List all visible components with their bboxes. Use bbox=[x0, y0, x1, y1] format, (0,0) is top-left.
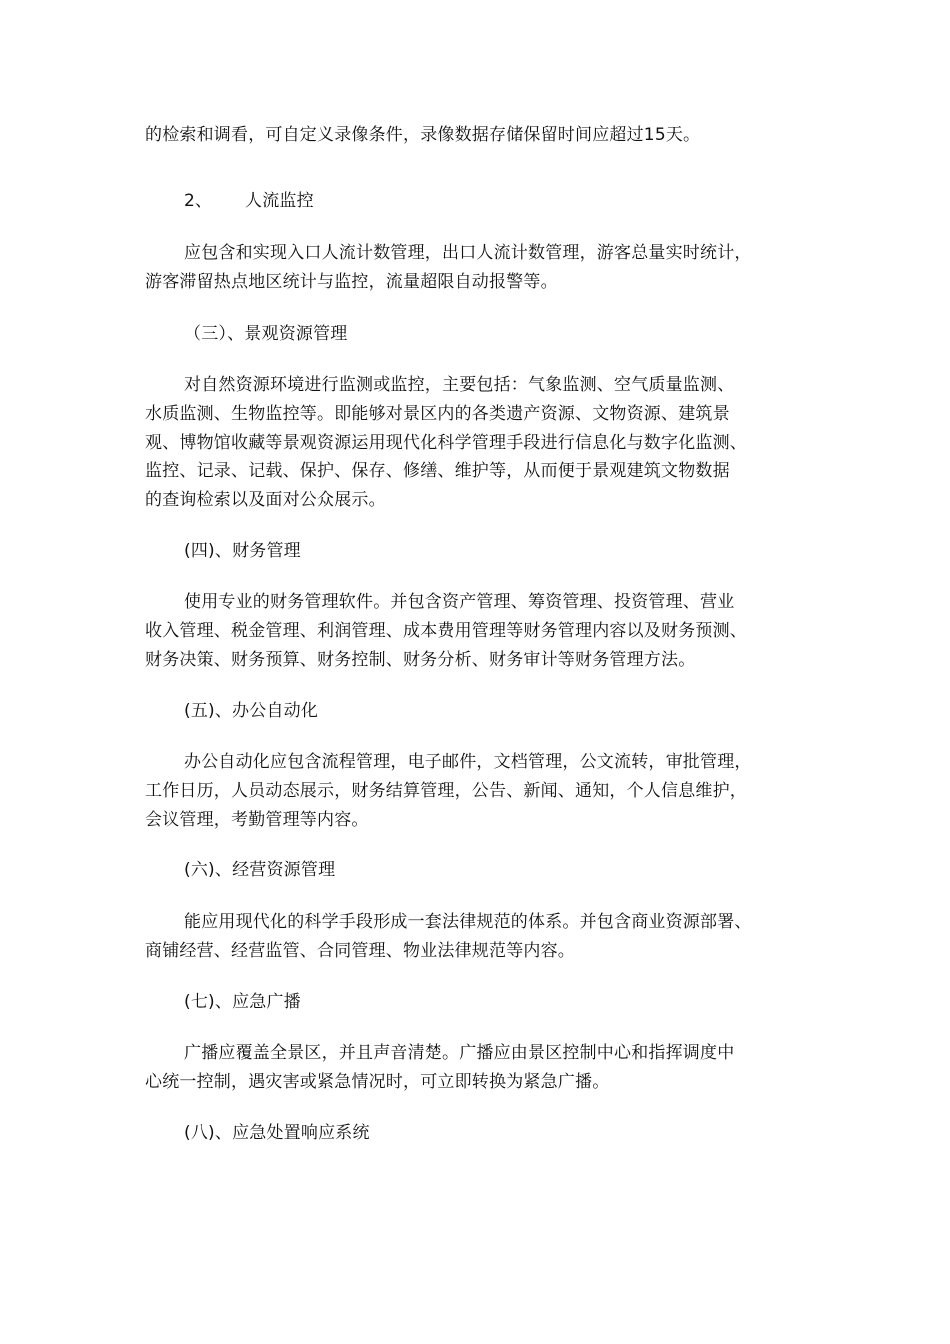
paragraph-line: 商铺经营、经营监管、合同管理、物业法律规范等内容。 bbox=[145, 941, 575, 961]
paragraph-line: 观、博物馆收藏等景观资源运用现代化科学管理手段进行信息化与数字化监测、 bbox=[145, 433, 747, 453]
paragraph-line: 收入管理、税金管理、利润管理、成本费用管理等财务管理内容以及财务预测、 bbox=[145, 621, 747, 641]
section-heading: 人流监控 bbox=[245, 191, 314, 211]
paragraph-line: 心统一控制，遇灾害或紧急情况时，可立即转换为紧急广播。 bbox=[145, 1072, 610, 1092]
paragraph-line: 的检索和调看，可自定义录像条件，录像数据存储保留时间应超过15天。 bbox=[145, 125, 701, 145]
section-heading: (八)、应急处置响应系统 bbox=[184, 1123, 370, 1143]
section-heading: (四)、财务管理 bbox=[184, 541, 301, 561]
paragraph-line: 会议管理，考勤管理等内容。 bbox=[145, 810, 369, 830]
paragraph-line: 能应用现代化的科学手段形成一套法律规范的体系。并包含商业资源部署、 bbox=[184, 912, 752, 932]
paragraph-line: 对自然资源环境进行监测或监控，主要包括：气象监测、空气质量监测、 bbox=[184, 375, 735, 395]
paragraph-line: 的查询检索以及面对公众展示。 bbox=[145, 490, 386, 510]
paragraph-line: 监控、记录、记载、保护、保存、修缮、维护等，从而便于景观建筑文物数据 bbox=[145, 461, 730, 481]
paragraph-line: 游客滞留热点地区统计与监控，流量超限自动报警等。 bbox=[145, 272, 558, 292]
section-heading: (六)、经营资源管理 bbox=[184, 860, 336, 880]
paragraph-line: 工作日历，人员动态展示，财务结算管理，公告、新闻、通知，个人信息维护， bbox=[145, 781, 747, 801]
paragraph-line: 广播应覆盖全景区，并且声音清楚。广播应由景区控制中心和指挥调度中 bbox=[184, 1043, 735, 1063]
section-heading: (五)、办公自动化 bbox=[184, 701, 319, 721]
section-heading: （三）、景观资源管理 bbox=[184, 324, 348, 344]
paragraph-line: 应包含和实现入口人流计数管理，出口人流计数管理，游客总量实时统计， bbox=[184, 243, 752, 263]
paragraph-line: 使用专业的财务管理软件。并包含资产管理、筹资管理、投资管理、营业 bbox=[184, 592, 735, 612]
section-heading: (七)、应急广播 bbox=[184, 992, 301, 1012]
paragraph-line: 水质监测、生物监控等。即能够对景区内的各类遗产资源、文物资源、建筑景 bbox=[145, 404, 730, 424]
paragraph-line: 财务决策、财务预算、财务控制、财务分析、财务审计等财务管理方法。 bbox=[145, 650, 696, 670]
paragraph-line: 办公自动化应包含流程管理，电子邮件，文档管理，公文流转，审批管理， bbox=[184, 752, 752, 772]
section-number: 2、 bbox=[184, 191, 213, 211]
